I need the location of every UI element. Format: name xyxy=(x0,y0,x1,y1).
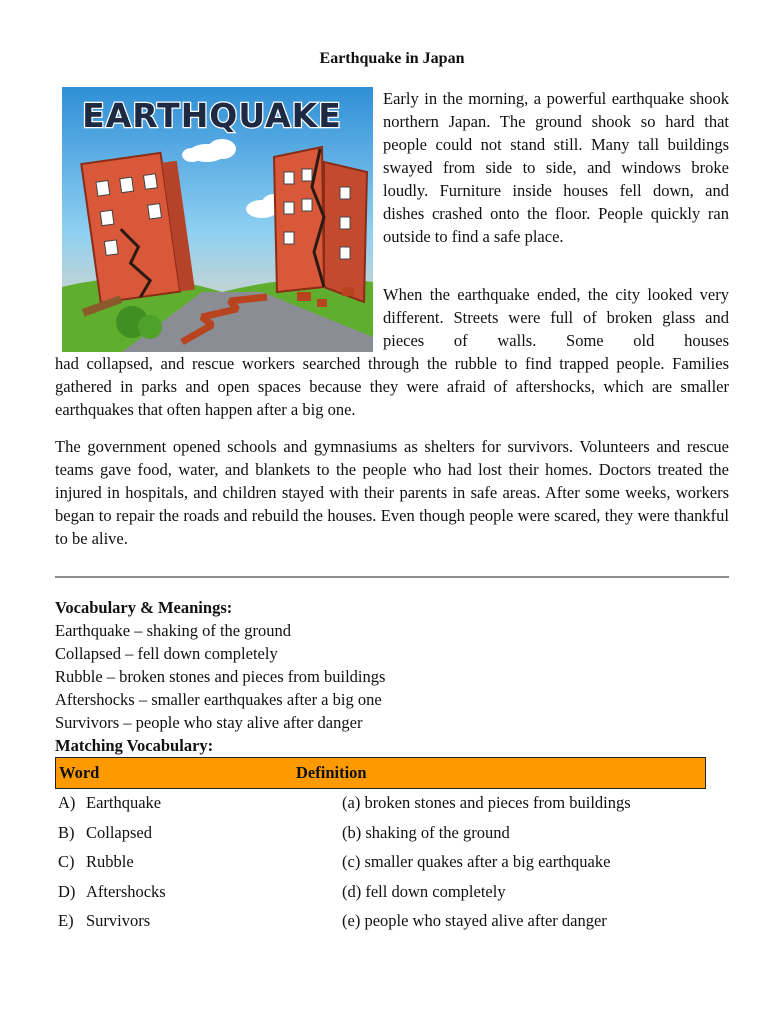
page-title: Earthquake in Japan xyxy=(319,50,465,67)
row-letter: A) xyxy=(58,793,76,812)
paragraph-2-wrapped xyxy=(383,283,729,352)
vocabulary-item: Aftershocks – smaller earthquakes after a big one xyxy=(55,690,382,709)
row-term: Rubble xyxy=(86,852,134,871)
vocabulary-section xyxy=(55,596,729,734)
matching-row xyxy=(55,908,729,938)
row-definition: (c) smaller quakes after a big earthquake xyxy=(342,852,611,871)
matching-row xyxy=(55,790,729,820)
earthquake-illustration xyxy=(62,87,373,352)
row-term: Collapsed xyxy=(86,822,152,842)
matching-row xyxy=(55,849,729,879)
row-letter: D) xyxy=(58,881,76,901)
row-term: Survivors xyxy=(86,911,151,930)
paragraph-2-continued: had collapsed, and rescue workers searched through the rubble to find trapped people. Families gathered in parks and open spaces because they were afraid of aftershocks, which are smaller earthquakes that often happen after a big one. xyxy=(55,354,729,419)
image-title-text: EARTHQUAKE xyxy=(82,96,342,135)
column-header-definition: Definition xyxy=(293,758,706,789)
row-definition: (d) fell down completely xyxy=(342,881,506,901)
matching-table-header xyxy=(55,757,706,789)
matching-rows xyxy=(55,790,729,938)
section-divider xyxy=(55,576,729,578)
vocabulary-heading: Vocabulary & Meanings: xyxy=(55,598,233,617)
row-letter: C) xyxy=(58,852,75,871)
row-term: Aftershocks xyxy=(86,881,166,901)
paragraph-1: Early in the morning, a powerful earthquake shook northern Japan. The ground shook so hard that people could not stand still. Many tall buildings swayed from side to side, and windows broke loudly. Furniture inside houses fell down, and dishes crashed onto the floor. People quickly ran outside to find a safe place. xyxy=(383,89,729,246)
column-header-word: Word xyxy=(56,758,294,789)
row-definition: (e) people who stayed alive after danger xyxy=(342,911,607,930)
vocabulary-item: Survivors – people who stay alive after danger xyxy=(55,713,363,732)
row-definition: (a) broken stones and pieces from buildings xyxy=(342,793,631,812)
row-letter: E) xyxy=(58,911,74,930)
matching-row xyxy=(55,879,729,909)
vocabulary-item: Collapsed – fell down completely xyxy=(55,644,278,663)
row-term: Earthquake xyxy=(86,793,162,812)
left-building xyxy=(81,151,195,303)
matching-row xyxy=(55,820,729,850)
row-definition: (b) shaking of the ground xyxy=(342,822,510,842)
paragraph-2-line-2: very different. Streets were full of broken xyxy=(383,285,729,327)
paragraph-2-line-1: When the earthquake ended, the city looked xyxy=(383,285,693,304)
paragraph-2-line-3: glass and pieces of walls. Some old houses xyxy=(383,308,729,350)
vocabulary-item: Earthquake – shaking of the ground xyxy=(55,621,291,640)
vocabulary-item: Rubble – broken stones and pieces from buildings xyxy=(55,667,386,686)
row-letter: B) xyxy=(58,822,75,842)
matching-heading: Matching Vocabulary: xyxy=(55,736,214,755)
paragraph-3: The government opened schools and gymnasiums as shelters for survivors. Volunteers and rescue teams gave food, water, and blankets to the people who had lost their homes. Doctors treated the injured in hospitals, and children stayed with their parents in safe areas. After some weeks, workers began to repair the roads and rebuild the houses. Even though people were scared, they were thankful to be alive. xyxy=(55,437,729,548)
right-building xyxy=(274,147,367,302)
